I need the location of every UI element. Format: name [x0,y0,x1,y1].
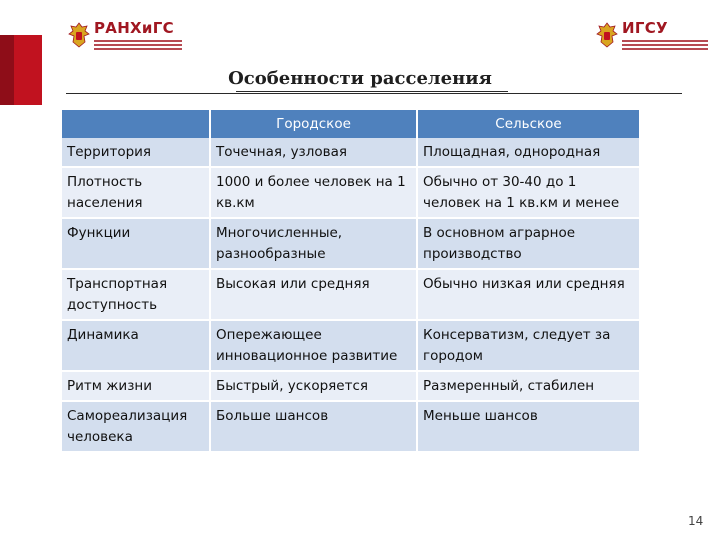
criterion-cell: Транспортная доступность [62,269,210,320]
rural-cell: Размеренный, стабилен [417,371,640,401]
criterion-cell: Самореализация человека [62,401,210,452]
urban-cell: 1000 и более человек на 1 кв.км [210,167,417,218]
title-divider [66,93,682,94]
rural-cell: Обычно от 30-40 до 1 человек на 1 кв.км и менее [417,167,640,218]
title-underline [236,91,508,92]
header-criterion [62,110,210,138]
urban-cell: Высокая или средняя [210,269,417,320]
rural-cell: В основном аграрное производство [417,218,640,269]
table-header-row [62,110,640,138]
urban-cell: Опережающее инновационное развитие [210,320,417,371]
table-row [62,371,640,401]
urban-cell: Больше шансов [210,401,417,452]
table-row [62,269,640,320]
eagle-emblem-icon [68,21,90,49]
table-row [62,167,640,218]
settlement-table [62,110,641,453]
ranepa-logo-subtitle-lines [94,38,182,50]
criterion-cell: Функции [62,218,210,269]
igsu-logo-name: ИГСУ [622,19,668,37]
urban-cell: Быстрый, ускоряется [210,371,417,401]
ranepa-logo-name: РАНХиГС [94,19,174,37]
rural-cell: Меньше шансов [417,401,640,452]
criterion-cell: Территория [62,138,210,167]
urban-cell: Многочисленные, разнообразные [210,218,417,269]
table-row [62,138,640,167]
table-row [62,218,640,269]
criterion-cell: Ритм жизни [62,371,210,401]
igsu-logo [596,20,708,50]
header-urban: Городское [210,110,417,138]
rural-cell: Обычно низкая или средняя [417,269,640,320]
rural-cell: Консерватизм, следует за городом [417,320,640,371]
table-row [62,401,640,452]
ranepa-logo [68,20,182,50]
criterion-cell: Динамика [62,320,210,371]
igsu-logo-subtitle-lines [622,38,708,50]
header-rural: Сельское [417,110,640,138]
rural-cell: Площадная, однородная [417,138,640,167]
urban-cell: Точечная, узловая [210,138,417,167]
table-row [62,320,640,371]
criterion-cell: Плотность населения [62,167,210,218]
eagle-emblem-icon [596,21,618,49]
slide-title: Особенности расселения [228,68,492,89]
page-number: 14 [688,514,704,528]
